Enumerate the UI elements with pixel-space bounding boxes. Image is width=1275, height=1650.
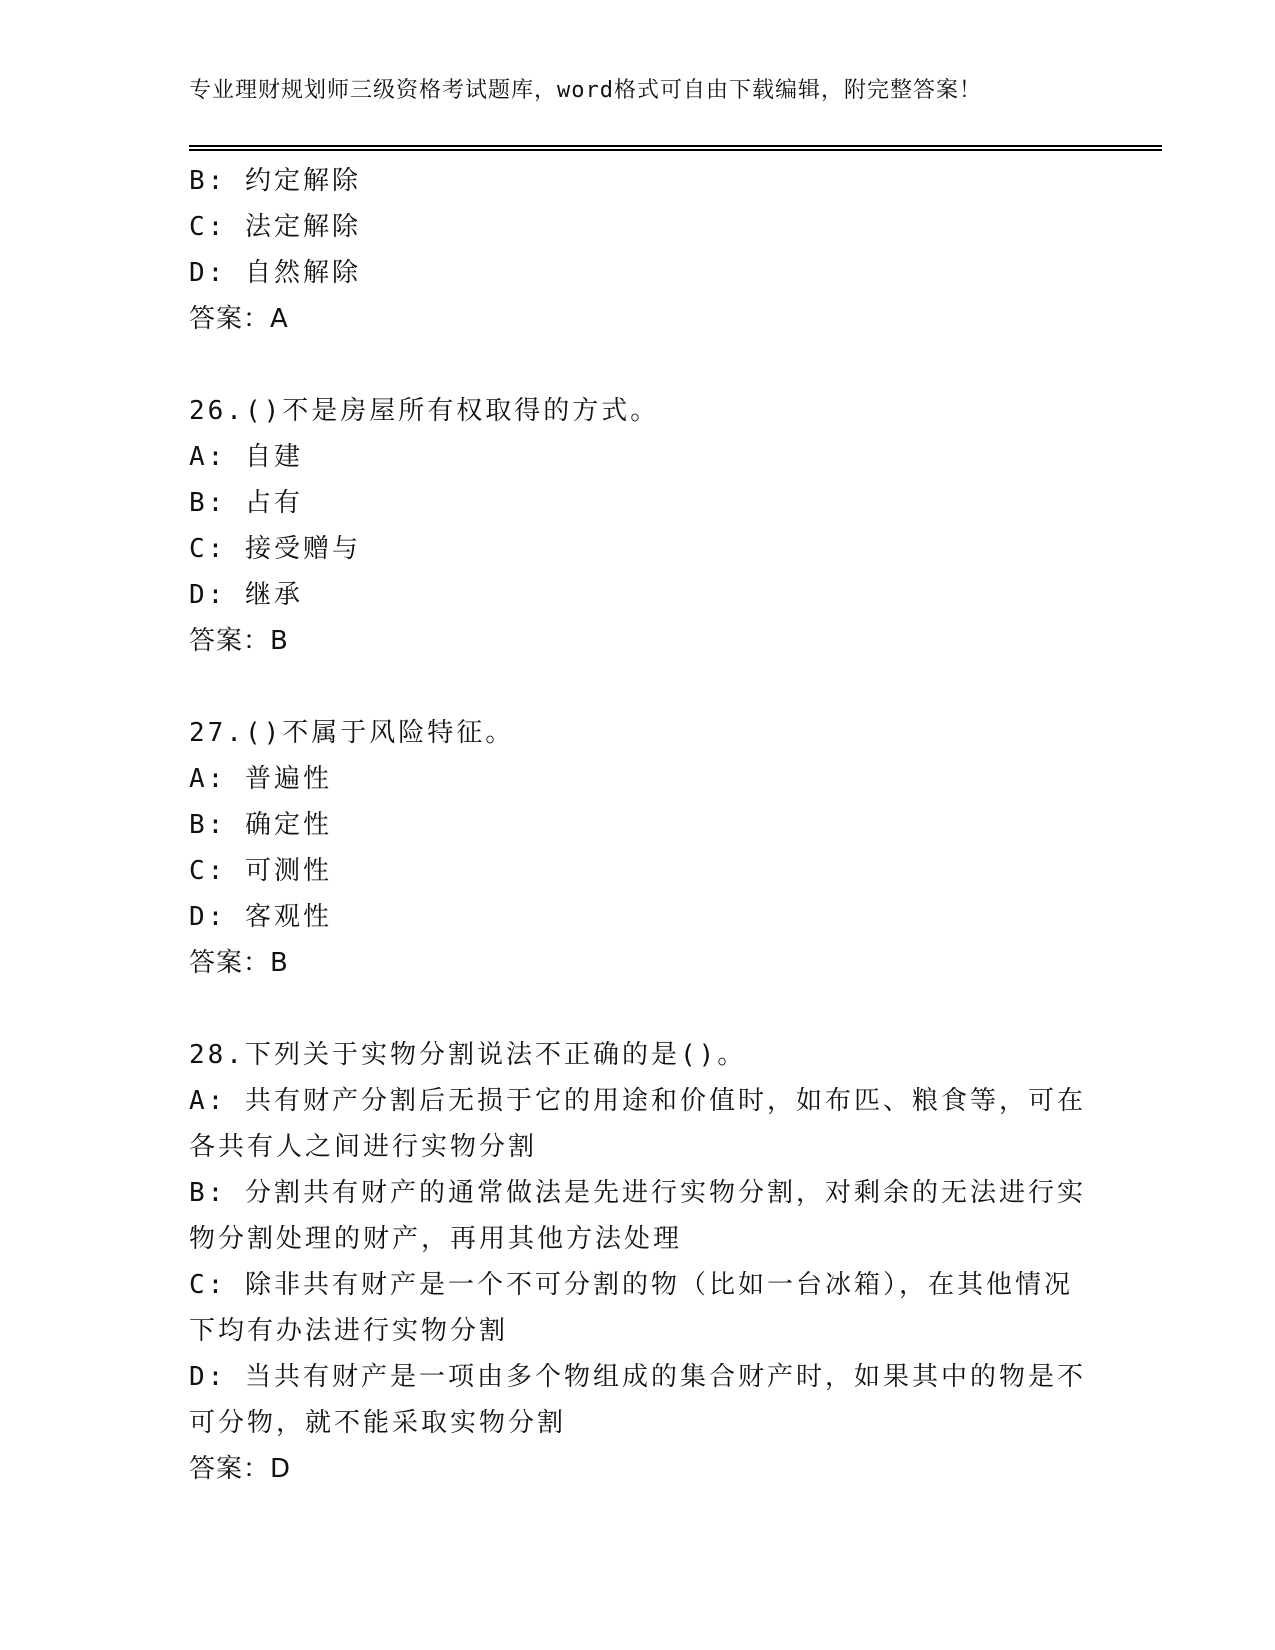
spacer bbox=[189, 342, 1089, 388]
question-28-stem: 28.下列关于实物分割说法不正确的是()。 bbox=[189, 1040, 747, 1070]
question-27-stem: 27.()不属于风险特征。 bbox=[189, 718, 515, 748]
question-content bbox=[189, 158, 1089, 1492]
option-c: C: 法定解除 bbox=[189, 212, 361, 242]
spacer bbox=[189, 664, 1089, 710]
option-a-line-2: 各共有人之间进行实物分割 bbox=[189, 1132, 538, 1162]
option-a-line-1: A: 共有财产分割后无损于它的用途和价值时，如布匹、粮食等，可在 bbox=[189, 1086, 1086, 1116]
question-26-stem: 26.()不是房屋所有权取得的方式。 bbox=[189, 396, 660, 426]
spacer bbox=[189, 986, 1089, 1032]
option-b: B: 占有 bbox=[189, 488, 303, 518]
question-28-block bbox=[189, 1032, 1089, 1492]
prev-question-block bbox=[189, 158, 1089, 342]
header-divider bbox=[189, 145, 1162, 151]
option-a: A: 普遍性 bbox=[189, 764, 332, 794]
option-c-line-2: 下均有办法进行实物分割 bbox=[189, 1316, 509, 1346]
answer: 答案：A bbox=[189, 304, 289, 334]
option-b: B: 确定性 bbox=[189, 810, 332, 840]
option-b-line-2: 物分割处理的财产，再用其他方法处理 bbox=[189, 1224, 683, 1254]
option-d: D: 自然解除 bbox=[189, 258, 361, 288]
option-c-line-1: C: 除非共有财产是一个不可分割的物（比如一台冰箱），在其他情况 bbox=[189, 1270, 1073, 1300]
question-27-block bbox=[189, 710, 1089, 986]
option-c: C: 可测性 bbox=[189, 856, 332, 886]
option-b: B: 约定解除 bbox=[189, 166, 361, 196]
answer: 答案：D bbox=[189, 1454, 292, 1484]
page-header: 专业理财规划师三级资格考试题库，word格式可自由下载编辑，附完整答案！ bbox=[189, 78, 982, 103]
answer: 答案：B bbox=[189, 948, 289, 978]
question-26-block bbox=[189, 388, 1089, 664]
option-b-line-1: B: 分割共有财产的通常做法是先进行实物分割，对剩余的无法进行实 bbox=[189, 1178, 1086, 1208]
option-d-line-2: 可分物，就不能采取实物分割 bbox=[189, 1408, 567, 1438]
option-c: C: 接受赠与 bbox=[189, 534, 361, 564]
option-d-line-1: D: 当共有财产是一项由多个物组成的集合财产时，如果其中的物是不 bbox=[189, 1362, 1086, 1392]
option-d: D: 客观性 bbox=[189, 902, 332, 932]
option-a: A: 自建 bbox=[189, 442, 303, 472]
option-d: D: 继承 bbox=[189, 580, 303, 610]
answer: 答案：B bbox=[189, 626, 289, 656]
